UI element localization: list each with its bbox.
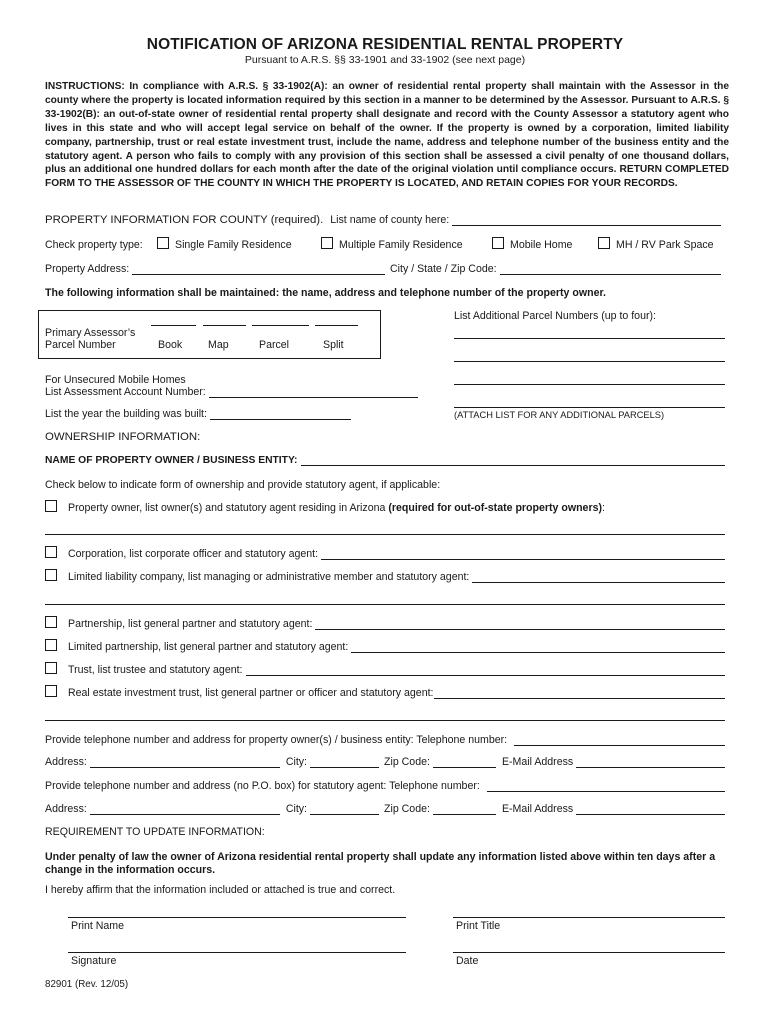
partnership-input[interactable] <box>315 620 725 630</box>
assessment-account-row <box>45 386 418 398</box>
corp-row <box>68 548 725 560</box>
additional-parcel-4[interactable] <box>454 407 725 408</box>
instructions-paragraph: INSTRUCTIONS: In compliance with A.R.S. § 33-1902(A): an owner of residential rental property shall maintain with the Assessor in the county where the property is located information required by this section in a manner to be determined by the Assessor. Pursuant to A.R.S. § 33-1902(B): an out-of-state owner of residential rental property shall designate and record with the County Assessor a statutory agent who lives in this state and who will accept legal service on behalf of the owner. If the property is owned by a corporation, limited liability company, partnership, trust or real estate investment trust, include the name, address and telephone number of the business entity and the statutory agent. A person who fails to comply with any provision of this section shall be assessed a civil penalty of one thousand dollars, plus an additional one hundred dollars for each month after the date of the original violation until compliance occurs. RETURN COMPLETED FORM TO THE ASSESSOR OF THE COUNTY IN WHICH THE PROPERTY IS LOCATED, AND RETAIN COPIES FOR YOUR RECORDS. <box>45 81 729 190</box>
additional-parcels-label: List Additional Parcel Numbers (up to four): <box>454 310 656 322</box>
owner-city-label: City: <box>285 756 307 768</box>
agent-phone-input[interactable] <box>487 782 725 792</box>
parcel-title <box>45 327 135 351</box>
reit-extra-input[interactable] <box>45 720 725 721</box>
checkbox-single-family[interactable] <box>157 237 169 249</box>
maintained-note: The following information shall be maintained: the name, address and telephone number of the property owner. <box>45 287 606 299</box>
checkbox-mh-rv[interactable] <box>598 237 610 249</box>
opt-reit-label: Real estate investment trust, list general partner or officer and statutory agent: <box>68 687 434 699</box>
owner-address-label: Address: <box>45 756 87 768</box>
opt-corp-label: Corporation, list corporate officer and statutory agent: <box>68 548 319 560</box>
county-input[interactable] <box>452 216 721 226</box>
owner-phone-input[interactable] <box>514 736 725 746</box>
owner-phone-row <box>45 734 725 746</box>
owner-phone-label: Provide telephone number and address for property owner(s) / business entity: Telephone number: <box>45 734 508 746</box>
reit-input[interactable] <box>434 689 725 699</box>
book-input[interactable] <box>151 325 196 326</box>
year-built-input[interactable] <box>210 410 351 420</box>
requirement-heading: REQUIREMENT TO UPDATE INFORMATION: <box>45 826 265 838</box>
checkbox-limited-partnership[interactable] <box>45 639 57 651</box>
partnership-row <box>68 618 725 630</box>
type-multiple-family-label: Multiple Family Residence <box>339 239 463 251</box>
parcel-title-line1: Primary Assessor’s <box>45 327 136 339</box>
owner-zip-label: Zip Code: <box>384 756 430 768</box>
property-address-input[interactable] <box>132 265 385 275</box>
county-row <box>45 214 721 226</box>
agent-address-label: Address: <box>45 803 87 815</box>
opt-owner-colon: : <box>602 502 605 514</box>
checkbox-mobile-home[interactable] <box>492 237 504 249</box>
opt-owner-label: Property owner, list owner(s) and statutory agent residing in Arizona <box>68 502 386 514</box>
checkbox-trust[interactable] <box>45 662 57 674</box>
owner-zip-input[interactable] <box>433 758 496 768</box>
trust-row <box>68 664 725 676</box>
unsecured-label: For Unsecured Mobile Homes <box>45 374 186 386</box>
year-built-row <box>45 408 351 420</box>
agent-zip-input[interactable] <box>433 805 496 815</box>
checkbox-corporation[interactable] <box>45 546 57 558</box>
agent-email-input[interactable] <box>576 805 725 815</box>
opt-owner-text <box>68 502 605 514</box>
owner-name-input[interactable] <box>301 456 726 466</box>
signature-input[interactable] <box>68 952 406 953</box>
property-city-row <box>390 263 721 275</box>
llc-row <box>68 571 725 583</box>
print-name-input[interactable] <box>68 917 406 918</box>
additional-parcel-2[interactable] <box>454 361 725 362</box>
year-built-label: List the year the building was built: <box>45 408 207 420</box>
map-input[interactable] <box>203 325 246 326</box>
opt-partnership-label: Partnership, list general partner and statutory agent: <box>68 618 313 630</box>
checkbox-multiple-family[interactable] <box>321 237 333 249</box>
checkbox-llc[interactable] <box>45 569 57 581</box>
trust-input[interactable] <box>246 666 726 676</box>
property-address-row <box>45 263 385 275</box>
form-number: 82901 (Rev. 12/05) <box>45 979 129 990</box>
llc-extra-input[interactable] <box>45 604 725 605</box>
date-label: Date <box>456 955 479 967</box>
owner-name-row <box>45 455 725 466</box>
corp-input[interactable] <box>321 550 725 560</box>
agent-zip-label: Zip Code: <box>384 803 430 815</box>
agent-phone-label: Provide telephone number and address (no P.O. box) for statutory agent: Telephone number: <box>45 780 480 792</box>
type-mobile-home-label: Mobile Home <box>510 239 573 251</box>
book-label: Book <box>158 339 183 351</box>
owner-email-input[interactable] <box>576 758 725 768</box>
additional-parcel-3[interactable] <box>454 384 725 385</box>
checkbox-reit[interactable] <box>45 685 57 697</box>
assessment-account-input[interactable] <box>209 388 418 398</box>
print-title-input[interactable] <box>453 917 725 918</box>
agent-city-input[interactable] <box>310 805 379 815</box>
type-single-family-label: Single Family Residence <box>175 239 292 251</box>
agent-phone-row <box>45 780 725 792</box>
map-label: Map <box>208 339 229 351</box>
parcel-label: Parcel <box>259 339 290 351</box>
print-name-label: Print Name <box>71 920 124 932</box>
ownership-heading: OWNERSHIP INFORMATION: <box>45 431 201 443</box>
penalty-text: Under penalty of law the owner of Arizona residential rental property shall update any information listed above within ten days after a change in the information occurs. <box>45 851 716 876</box>
property-info-heading: PROPERTY INFORMATION FOR COUNTY (required). <box>45 214 324 226</box>
reit-row <box>68 687 725 699</box>
property-city-label: City / State / Zip Code: <box>390 263 497 275</box>
agent-email-label: E-Mail Address <box>501 803 574 815</box>
owner-agent-input[interactable] <box>45 534 725 535</box>
opt-lp-label: Limited partnership, list general partner and statutory agent: <box>68 641 349 653</box>
county-label: List name of county here: <box>330 214 450 226</box>
agent-address-row <box>45 803 725 815</box>
owner-address-row <box>45 756 725 768</box>
form-subtitle: Pursuant to A.R.S. §§ 33-1901 and 33-1902 (see next page) <box>244 54 526 66</box>
checkbox-property-owner[interactable] <box>45 500 57 512</box>
check-type-label: Check property type: <box>45 239 143 251</box>
owner-name-label: NAME OF PROPERTY OWNER / BUSINESS ENTITY: <box>45 455 298 466</box>
agent-address-input[interactable] <box>90 805 280 815</box>
property-address-label: Property Address: <box>45 263 130 275</box>
print-title-label: Print Title <box>456 920 501 932</box>
opt-trust-label: Trust, list trustee and statutory agent: <box>68 664 243 676</box>
parcel-input[interactable] <box>252 325 309 326</box>
signature-label: Signature <box>71 955 117 967</box>
owner-address-input[interactable] <box>90 758 280 768</box>
checkbox-partnership[interactable] <box>45 616 57 628</box>
form-title: NOTIFICATION OF ARIZONA RESIDENTIAL RENTAL PROPERTY <box>146 36 624 53</box>
split-label: Split <box>323 339 344 351</box>
opt-llc-label: Limited liability company, list managing or administrative member and statutory agent: <box>68 571 470 583</box>
date-input[interactable] <box>453 952 725 953</box>
assessment-account-label: List Assessment Account Number: <box>45 386 206 398</box>
property-city-input[interactable] <box>500 265 721 275</box>
additional-parcel-1[interactable] <box>454 338 725 339</box>
type-mh-rv-label: MH / RV Park Space <box>616 239 714 251</box>
lp-row <box>68 641 725 653</box>
parcel-title-line2: Parcel Number <box>45 339 116 351</box>
attach-note: (ATTACH LIST FOR ANY ADDITIONAL PARCELS) <box>454 410 665 420</box>
affirm-text: I hereby affirm that the information included or attached is true and correct. <box>45 884 396 896</box>
lp-input[interactable] <box>351 643 725 653</box>
opt-owner-required: (required for out-of-state property owners) <box>388 502 602 514</box>
split-input[interactable] <box>315 325 358 326</box>
llc-input[interactable] <box>472 573 725 583</box>
agent-city-label: City: <box>285 803 307 815</box>
owner-email-label: E-Mail Address <box>501 756 574 768</box>
check-below-label: Check below to indicate form of ownership and provide statutory agent, if applicable: <box>45 479 441 491</box>
owner-city-input[interactable] <box>310 758 379 768</box>
